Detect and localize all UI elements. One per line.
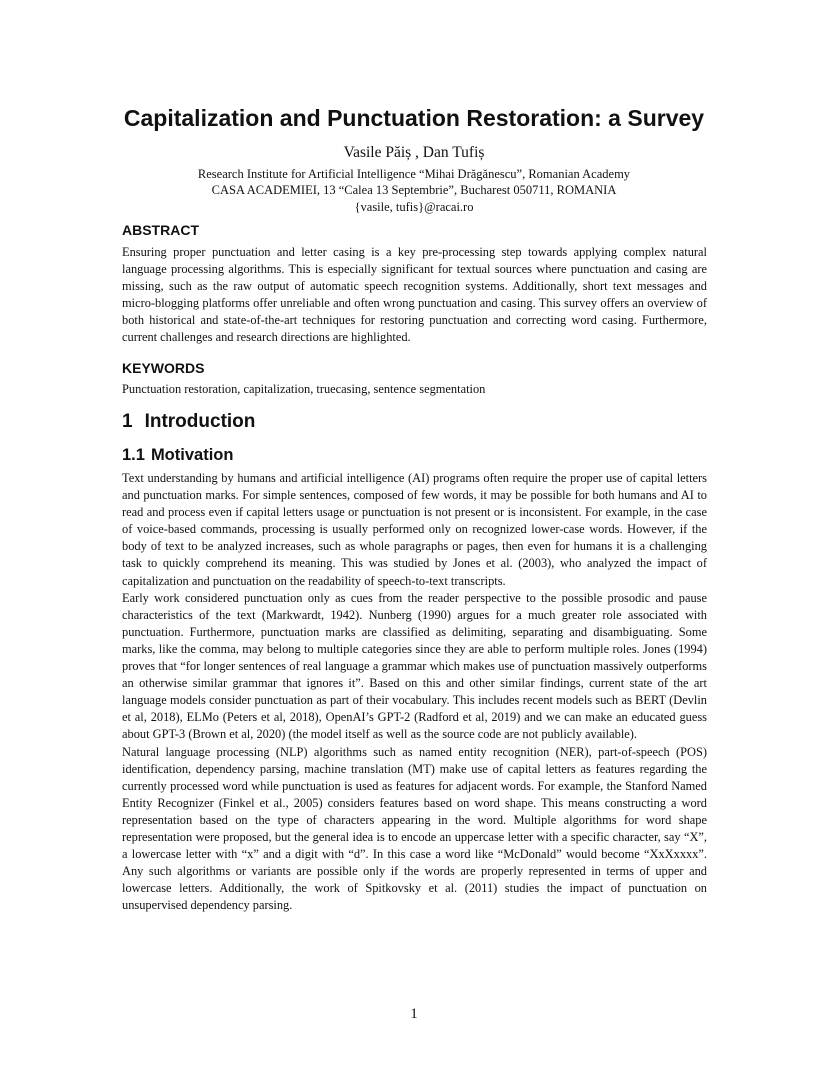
paragraph: Early work considered punctuation only as cues from the reader perspective to the possible prosodic and pause characteristics of the text (Markwardt, 1942). Nunberg (1990) argues for a much greater role associated with punctuation. Furthermore, punctuation marks are classified as delimiting, separating and disambiguating. Some marks, like the comma, may belong to multiple categories since they are able to perform multiple roles. Jones (1994) proves that “for longer sentences of real language a grammar which makes use of punctuation massively outperforms an otherwise similar grammar that ignores it”. Based on this and other similar findings, current state of the art language models consider punctuation as part of their vocabulary. This includes recent models such as BERT (Devlin et al, 2018), ELMo (Peters et al, 2018), OpenAI’s GPT-2 (Radford et al, 2019) and we can make an educated guess about GPT-3 (Brown et al, 2020) (the model itself as well as the source code are not publicly available). (122, 590, 707, 742)
affiliation-block (60, 166, 768, 215)
keywords-heading: KEYWORDS (122, 360, 205, 376)
abstract-text: Ensuring proper punctuation and letter casing is a key pre-processing step towards applying complex natural language processing algorithms. This is especially significant for textual sources where punctuation and casing are missing, such as the raw output of automatic speech recognition systems. Additionally, short text messages and micro-blogging platforms offer unreliable and often wrong punctuation and casing. This survey offers an overview of both historical and state-of-the-art techniques for restoring punctuation and correcting word casing. Furthermore, current challenges and research directions are highlighted. (122, 245, 707, 345)
section-number: 1 (122, 411, 133, 432)
paragraph: Text understanding by humans and artificial intelligence (AI) programs often require the proper use of capital letters and punctuation marks. For simple sentences, composed of few words, it may be possible for both humans and AI to read and process even if capital letters usage or punctuation is not present or is inconsistent. For example, in the case of voice-based commands, processing is usually performed only on recognized lower-case words. However, if the body of text to be analyzed increases, such as whole paragraphs or pages, then even for humans it is a challenging task to quickly comprehend its meaning. This was studied by Jones et al. (2003), who analyzed the impact of capitalization and punctuation on the readability of speech-to-text transcripts. (122, 471, 707, 588)
affiliation-institute: Research Institute for Artificial Intelligence “Mihai Drăgănescu”, Romanian Academy (197, 167, 631, 181)
affiliation-email: {vasile, tufis}@racai.ro (354, 199, 474, 214)
author-list: Vasile Păiș , Dan Tufiș (343, 144, 485, 161)
paragraph: Natural language processing (NLP) algorithms such as named entity recognition (NER), part-of-speech (POS) identification, dependency parsing, machine translation (MT) make use of capital letters as features regarding the currently processed word while punctuation is used as features for adjacent words. For example, the Stanford Named Entity Recognizer (Finkel et al., 2005) considers features based on word shape. This means constructing a word representation based on the type of characters appearing in the word. Multiple algorithms for word shape representation were proposed, but the general idea is to encode an uppercase letter with a specific character, say “X”, a lowercase letter with “x” and a digit with “d”. In this case a word like “McDonald” would become “XxXxxxx”. Any such algorithms or variants are possible only if the words are properly represented in terms of upper and lowercase letters. Additionally, the work of Spitkovsky et al. (2011) studies the impact of punctuation on unsupervised dependency parsing. (122, 744, 707, 913)
subsection-number: 1.1 (122, 446, 145, 464)
motivation-body (122, 470, 707, 914)
abstract-heading: ABSTRACT (122, 222, 199, 238)
section-heading-introduction (122, 410, 255, 434)
subsection-heading-motivation (122, 444, 233, 466)
section-title: Introduction (144, 411, 256, 432)
paper-title: Capitalization and Punctuation Restoration: a Survey (123, 105, 705, 131)
subsection-title: Motivation (150, 446, 234, 464)
page-number: 1 (410, 1006, 418, 1022)
keywords-text: Punctuation restoration, capitalization, truecasing, sentence segmentation (122, 382, 486, 396)
affiliation-address: CASA ACADEMIEI, 13 “Calea 13 Septembrie”, Bucharest 050711, ROMANIA (211, 183, 617, 198)
